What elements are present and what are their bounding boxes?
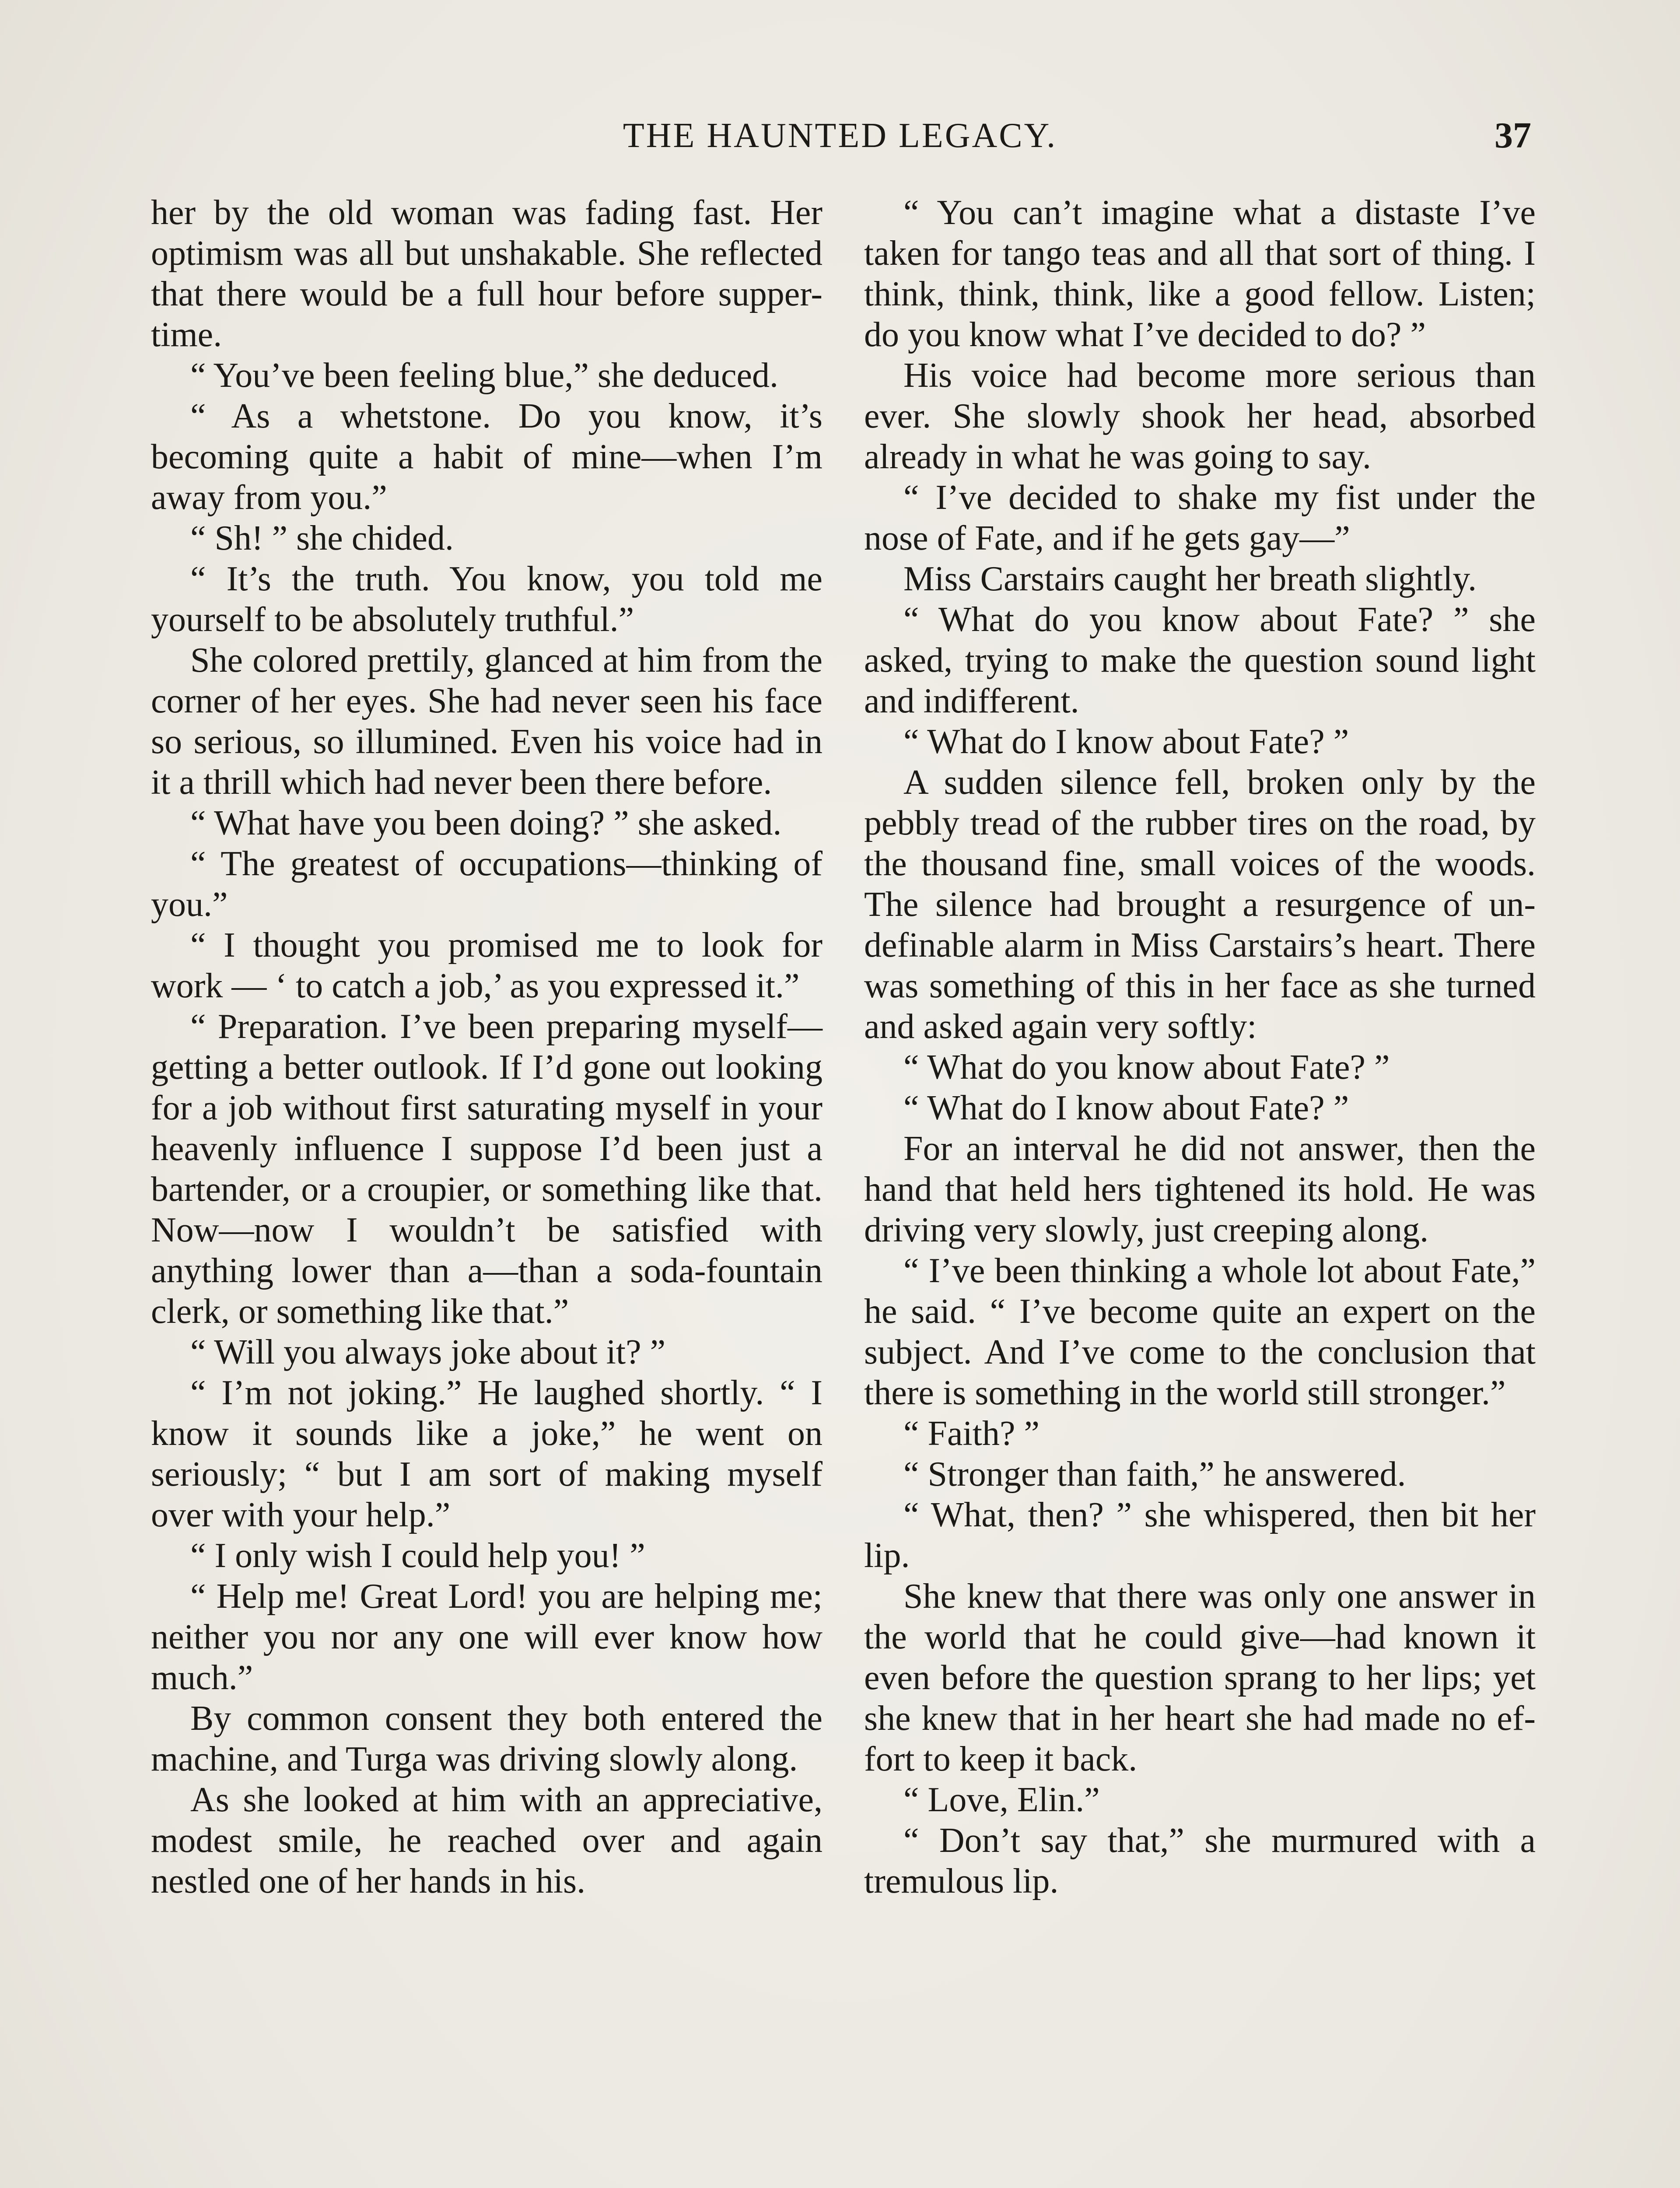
paragraph: “ I’ve decided to shake my fist under the nose of Fate, and if he gets gay—”: [864, 478, 1536, 558]
paragraph: As she looked at him with an appreciative, modest smile, he reached over and again nestled one of her hands in his.: [151, 1781, 822, 1900]
paragraph: His voice had become more serious than ever. She slowly shook her head, absorbed already in what he was going to say.: [864, 356, 1536, 476]
paragraph: “ What do I know about Fate? ”: [903, 1089, 1349, 1127]
left-text-column: [151, 193, 822, 1902]
paragraph: “ What do I know about Fate? ”: [903, 722, 1349, 761]
paragraph: She knew that there was only one answer in the world that he could give—had known it even before the question sprang to her lips; yet she knew that in her heart she had made no effort to keep it back.: [864, 1577, 1536, 1778]
paragraph: “ What do you know about Fate? ” she asked, trying to make the question sound light and indifferent.: [864, 600, 1536, 720]
paragraph: “ What do you know about Fate? ”: [903, 1048, 1390, 1087]
paragraph: “ Help me! Great Lord! you are helping me; neither you nor any one will ever know how much.”: [151, 1577, 822, 1697]
paragraph: “ You’ve been feeling blue,” she deduced.: [190, 356, 778, 395]
paragraph: “ Will you always joke about it? ”: [190, 1333, 666, 1371]
paragraph: “ What, then? ” she whispered, then bit her lip.: [864, 1496, 1536, 1575]
paragraph: “ Love, Elin.”: [903, 1781, 1100, 1819]
paragraph: Miss Carstairs caught her breath slightly.: [903, 560, 1477, 598]
paragraph: “ It’s the truth. You know, you told me yourself to be absolutely truthful.”: [151, 560, 822, 639]
paragraph: “ As a whetstone. Do you know, it’s becoming quite a habit of mine—when I’m away from you.”: [151, 397, 822, 517]
paragraph: She colored prettily, glanced at him from the corner of her eyes. She had never seen his face so serious, so illumined. Even his voice had in it a thrill which had never been there before.: [151, 641, 822, 802]
paragraph: “ You can’t imagine what a distaste I’ve taken for tango teas and all that sort of thing. I think, think, think, like a good fellow. Listen; do you know what I’ve decided to do? ”: [864, 193, 1536, 354]
paragraph: A sudden silence fell, broken only by the pebbly tread of the rubber tires on the road, by the thousand fine, small voices of the woods. The silence had brought a resurgence of undefinable alarm in Miss Carstairs’s heart. There was something of this in her face as she turned and asked again very softly:: [864, 763, 1536, 1046]
paragraph: “ The greatest of occupations—thinking of you.”: [151, 845, 822, 924]
paragraph: her by the old woman was fading fast. Her optimism was all but unshakable. She reflected that there would be a full hour before supper-time.: [151, 193, 822, 354]
paragraph: “ What have you been doing? ” she asked.: [190, 804, 782, 842]
page-header: [149, 112, 1531, 160]
right-text-column: [864, 193, 1536, 1902]
paragraph: For an interval he did not answer, then the hand that held hers tightened its hold. He was driving very slowly, just creeping along.: [864, 1129, 1536, 1249]
paragraph: “ I’ve been thinking a whole lot about Fate,” he said. “ I’ve become quite an expert on the subject. And I’ve come to the conclusion that there is something in the world still stronger.”: [864, 1252, 1536, 1412]
running-title: THE HAUNTED LEGACY.: [623, 116, 1057, 155]
paragraph: “ Faith? ”: [903, 1414, 1040, 1453]
paragraph: “ I’m not joking.” He laughed shortly. “ I know it sounds like a joke,” he went on seriously; “ but I am sort of making myself over with your help.”: [151, 1374, 822, 1534]
page-number: 37: [1494, 115, 1531, 156]
paragraph: “ I only wish I could help you! ”: [190, 1536, 645, 1575]
paragraph: “ Stronger than faith,” he answered.: [903, 1455, 1406, 1494]
paragraph: “ I thought you promised me to look for work — ‘ to catch a job,’ as you expressed it.”: [151, 926, 822, 1005]
paragraph: “ Sh! ” she chided.: [190, 519, 454, 558]
paragraph: “ Preparation. I’ve been preparing myself—getting a better outlook. If I’d gone out looking for a job without first saturating myself in your heavenly influence I suppose I’d been just a bartender, or a croupier, or something like that. Now—now I wouldn’t be satisfied with anything lower than a—than a soda-fountain clerk, or something like that.”: [151, 1007, 822, 1331]
paragraph: By common consent they both entered the machine, and Turga was driving slowly along.: [151, 1699, 822, 1778]
paragraph: “ Don’t say that,” she murmured with a tremulous lip.: [864, 1821, 1536, 1900]
